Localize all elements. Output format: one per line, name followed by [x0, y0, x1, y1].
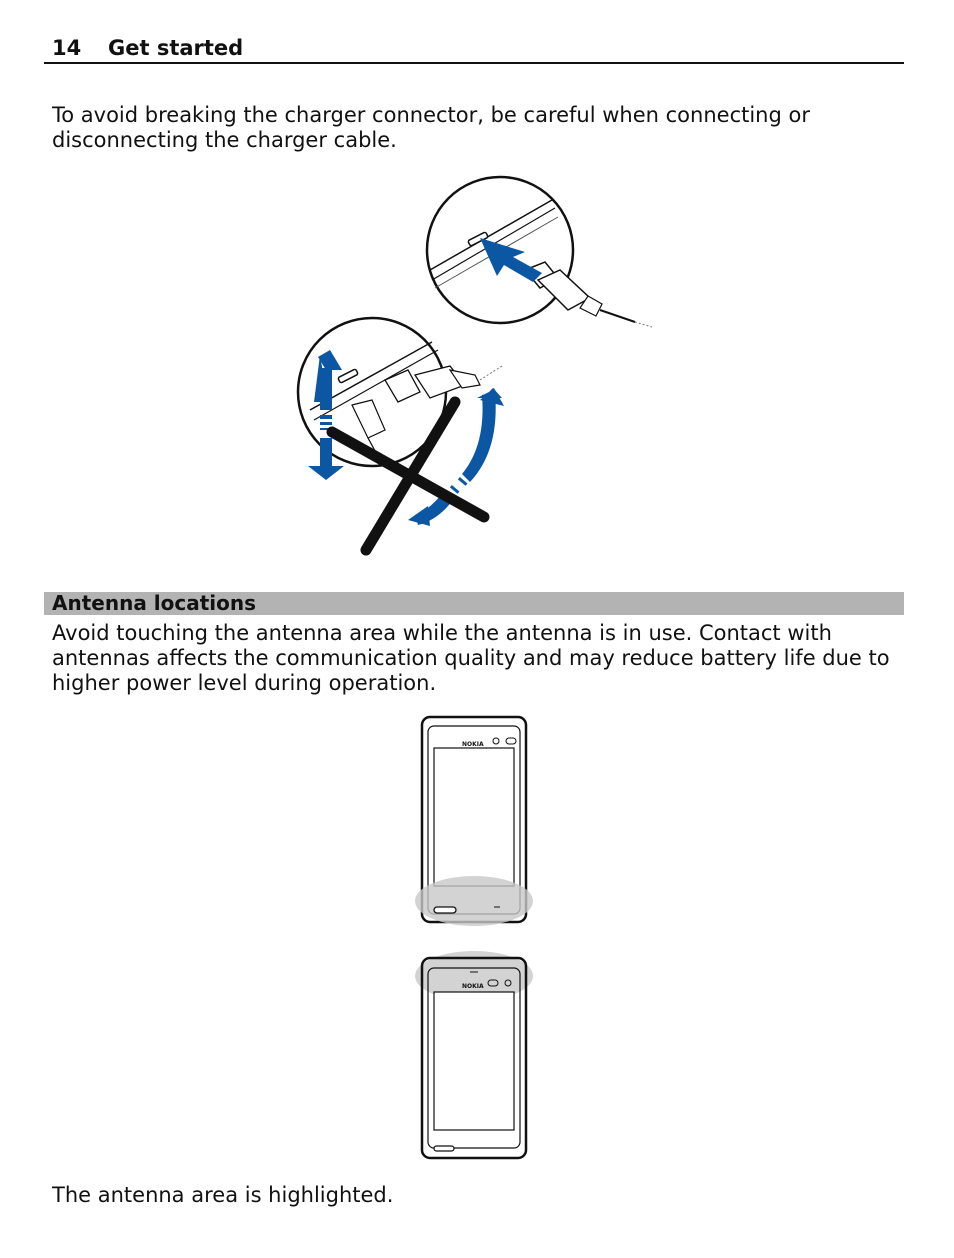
charger-warning-paragraph: To avoid breaking the charger connector, be careful when connecting or disconnecting the charger cable.	[52, 103, 810, 152]
phone-top-antenna-illustration	[410, 950, 540, 1165]
page-number: 14	[52, 36, 82, 60]
phone-bottom-antenna-illustration	[410, 712, 540, 932]
antenna-paragraph: Avoid touching the antenna area while the antenna is in use. Contact with antennas affects the communication quality and may reduce battery life due to higher power level during operation.	[52, 621, 890, 695]
phone-brand-logo: NOKIA	[462, 983, 484, 990]
antenna-caption: The antenna area is highlighted.	[52, 1183, 394, 1207]
correct-connection-detail	[427, 177, 652, 327]
page-section-title: Get started	[108, 36, 244, 60]
section-heading-bar	[44, 592, 904, 615]
section-heading: Antenna locations	[52, 591, 257, 615]
phone-brand-logo: NOKIA	[462, 741, 484, 748]
antenna-highlight-bottom	[415, 876, 533, 926]
charger-connection-illustration	[290, 170, 670, 565]
page-header	[44, 36, 904, 64]
